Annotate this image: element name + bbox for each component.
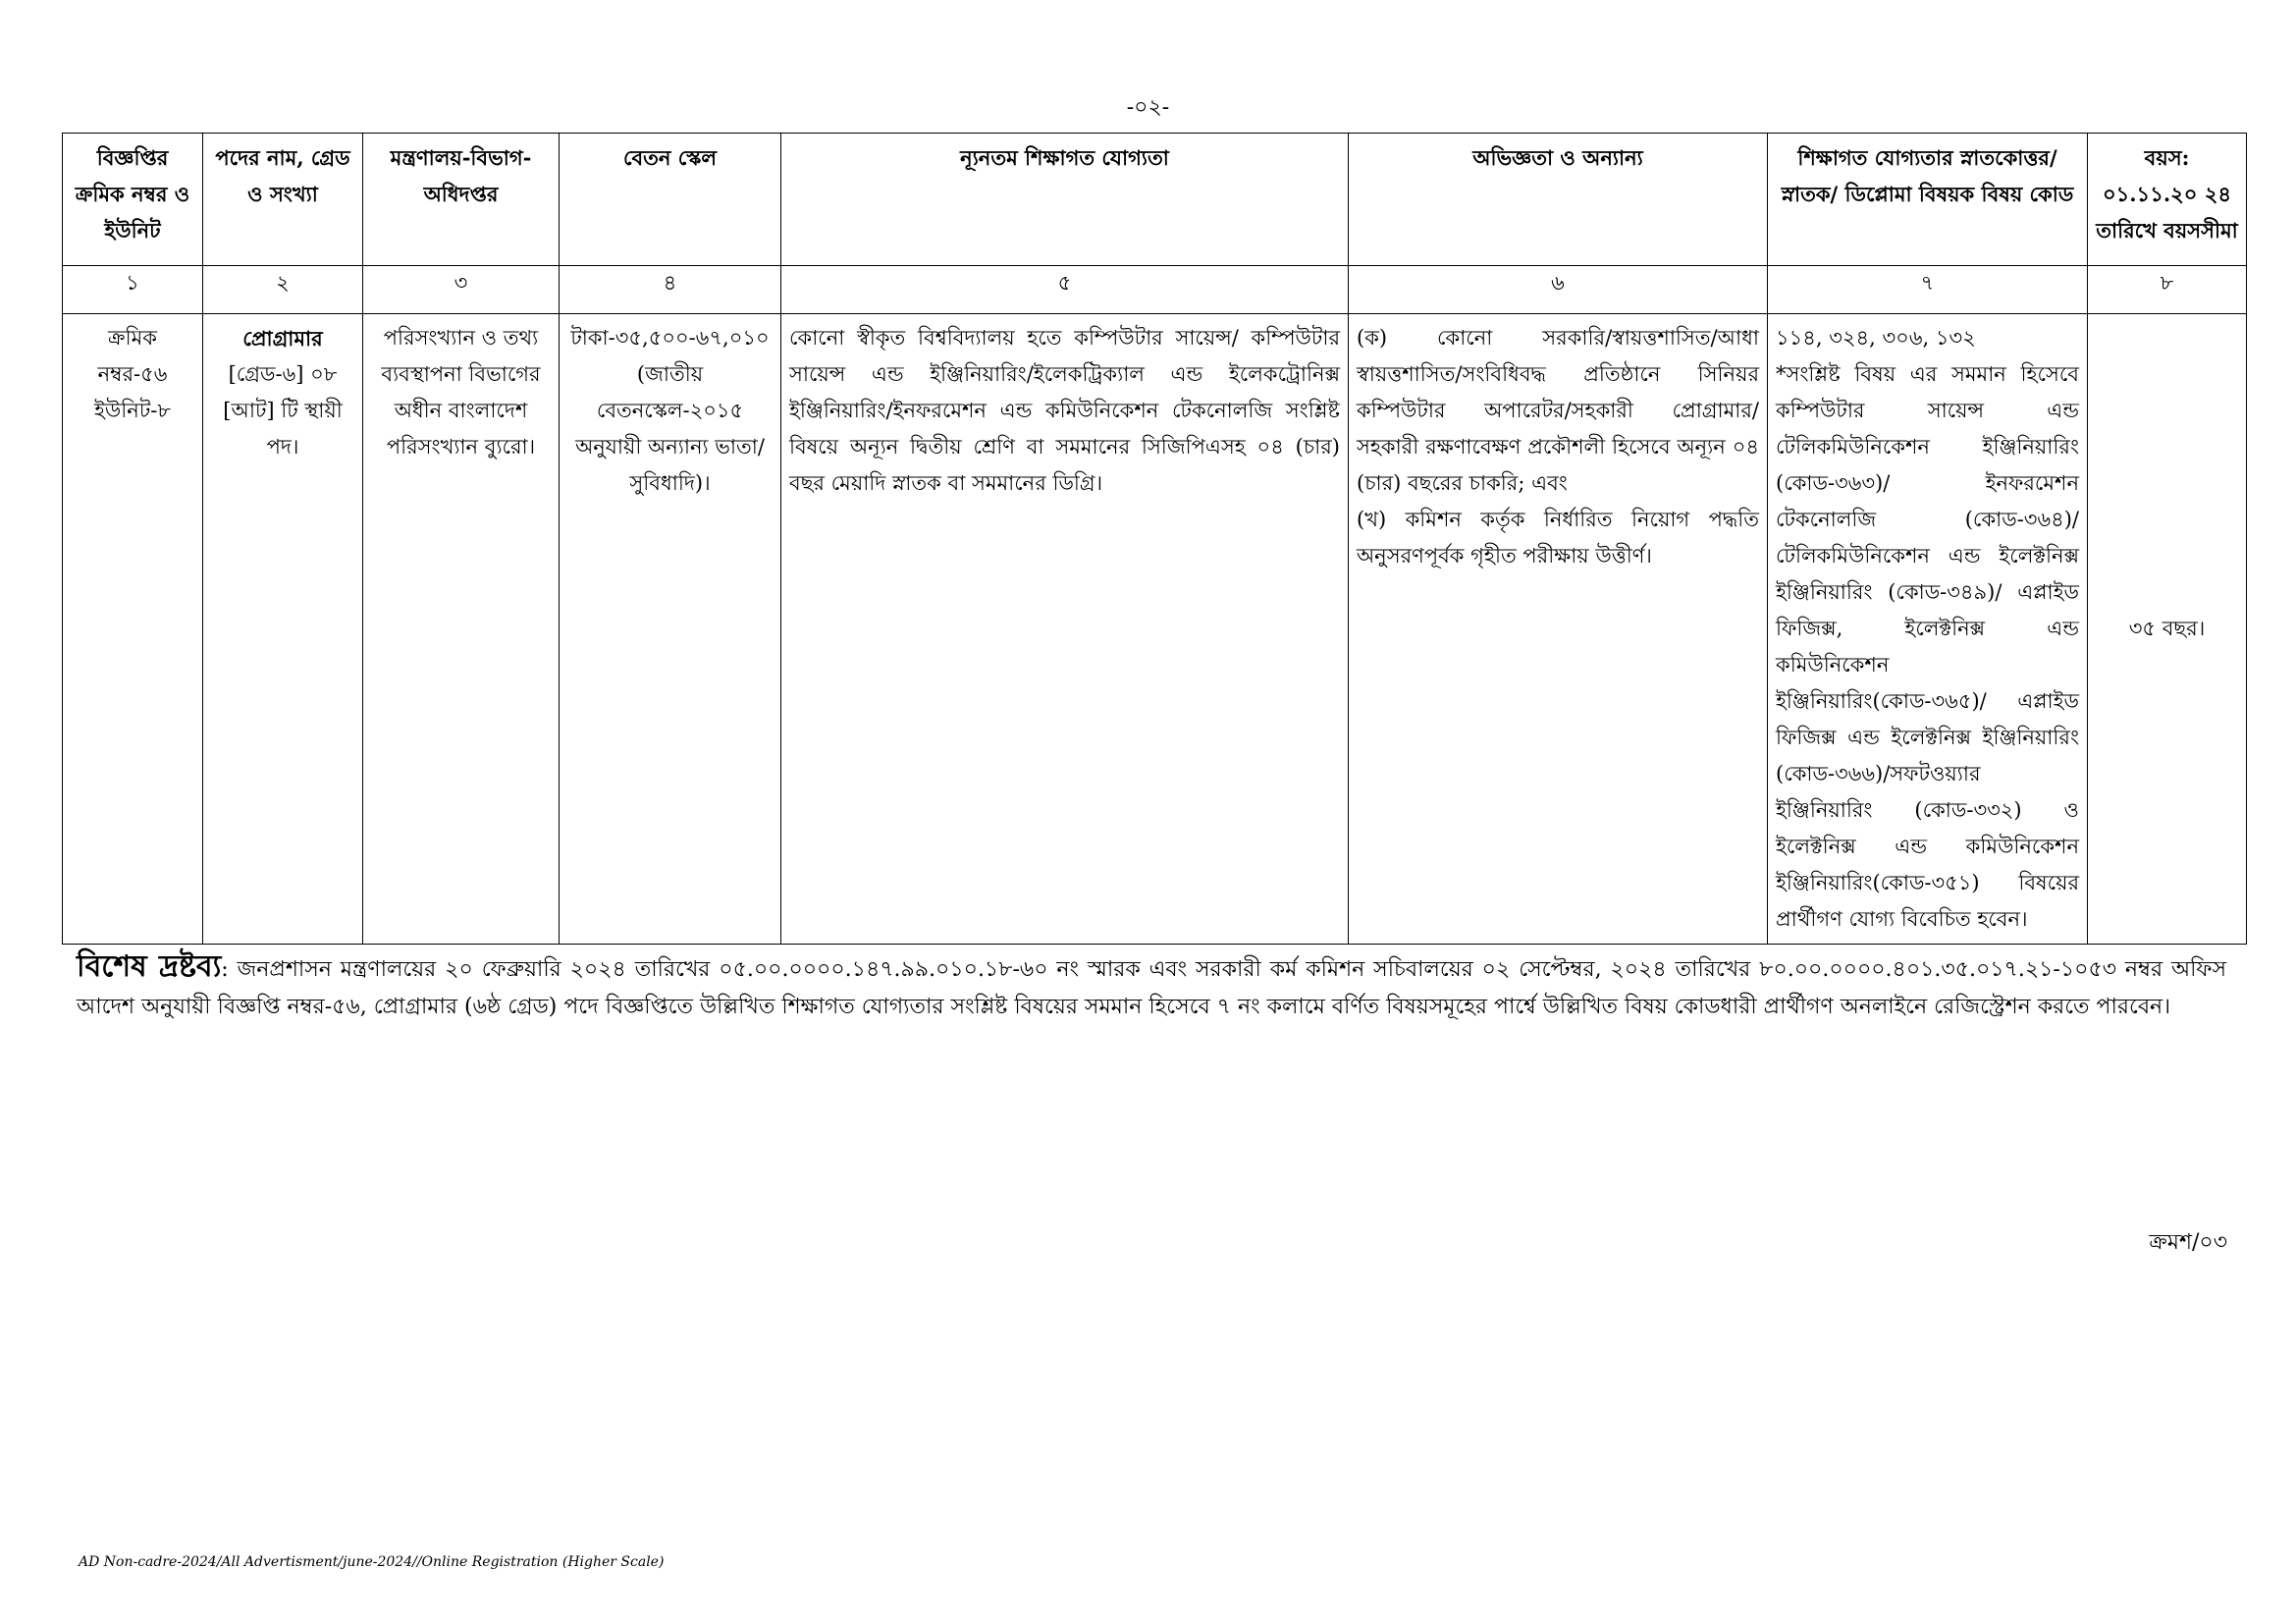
subject-code-cell: [1768, 314, 2088, 945]
header-serial: বিজ্ঞপ্তির ক্রমিক নম্বর ও ইউনিট: [63, 134, 203, 266]
post-title: প্রোগ্রামার: [242, 326, 323, 351]
subject-note: *সংশ্লিষ্ট বিষয় এর সমমান হিসেবে কম্পিউটার সায়েন্স এন্ড টেলিকমিউনিকেশন ইঞ্জিনিয়ারিং (কোড-৩৬৩)/ ইনফরমেশন টেকনোলজি (কোড-৩৬৪)/ টেলিকমিউনিকেশন এন্ড ইলেক্টনিক্স ইঞ্জিনিয়ারিং (কোড-৩৪৯)/ এপ্লাইড ফিজিক্স, ইলেক্টনিক্স এন্ড কমিউনিকেশন ইঞ্জিনিয়ারিং(কোড-৩৬৫)/ এপ্লাইড ফিজিক্স এন্ড ইলেক্টনিক্স ইঞ্জিনিয়ারিং (কোড-৩৬৬)/সফটওয়্যার ইঞ্জিনিয়ারিং (কোড-৩৩২) ও ইলেক্টনিক্স এন্ড কমিউনিকেশন ইঞ্জিনিয়ারিং(কোড-৩৫১) বিষয়ের প্রার্থীগণ যোগ্য বিবেচিত হবেন।: [1776, 362, 2079, 931]
column-number: ৬: [1349, 266, 1768, 314]
header-row: [63, 134, 2247, 266]
recruitment-table: [62, 133, 2247, 945]
post-details: [গ্রেড-৬] ০৮ [আট] টি স্থায়ী পদ।: [223, 362, 343, 459]
column-number: ২: [203, 266, 363, 314]
column-number: ৩: [363, 266, 560, 314]
age-limit-cell: ৩৫ বছর।: [2088, 314, 2247, 945]
header-subject-code: শিক্ষাগত যোগ্যতার স্নাতকোত্তর/স্নাতক/ ডিপ্লোমা বিষয়ক বিষয় কোড: [1768, 134, 2088, 266]
header-age-limit: বয়স: ০১.১১.২০ ২৪ তারিখে বয়সসীমা: [2088, 134, 2247, 266]
header-experience: অভিজ্ঞতা ও অন্যান্য: [1349, 134, 1768, 266]
table-row: [63, 314, 2247, 945]
experience-b: (খ) কমিশন কর্তৃক নির্ধারিত নিয়োগ পদ্ধতি অনুসরণপূর্বক গৃহীত পরীক্ষায় উত্তীর্ণ।: [1357, 508, 1759, 568]
special-note-label: বিশেষ দ্রষ্টব্য: [77, 949, 222, 984]
column-number: ৮: [2088, 266, 2247, 314]
subject-codes: ১১৪, ৩২৪, ৩০৬, ১৩২: [1776, 326, 1976, 350]
post-cell: [203, 314, 363, 945]
pay-scale-cell: টাকা-৩৫,৫০০-৬৭,০১০ (জাতীয় বেতনস্কেল-২০১৫ অনুযায়ী অন্যান্য ভাতা/সুবিধাদি)।: [560, 314, 781, 945]
column-number-row: [63, 266, 2247, 314]
header-ministry: মন্ত্রণালয়-বিভাগ-অধিদপ্তর: [363, 134, 560, 266]
serial-cell: ক্রমিক নম্বর-৫৬ ইউনিট-৮: [63, 314, 203, 945]
continued-marker: ক্রমশ/০৩: [2149, 1230, 2227, 1255]
experience-a: (ক) কোনো সরকারি/স্বায়ত্তশাসিত/আধা স্বায়ত্তশাসিত/সংবিধিবদ্ধ প্রতিষ্ঠানে সিনিয়র কম্পিউটার অপারেটর/সহকারী প্রোগ্রামার/ সহকারী রক্ষণাবেক্ষণ প্রকৌশলী হিসেবে অন্যূন ০৪ (চার) বছরের চাকরি; এবং: [1357, 326, 1759, 495]
header-pay-scale: বেতন স্কেল: [560, 134, 781, 266]
header-min-education: ন্যূনতম শিক্ষাগত যোগ্যতা: [781, 134, 1349, 266]
column-number: ১: [63, 266, 203, 314]
column-number: ৭: [1768, 266, 2088, 314]
footer-path: AD Non-cadre-2024/All Advertisment/june-2024//Online Registration (Higher Scale): [79, 1554, 665, 1570]
column-number: ৫: [781, 266, 1349, 314]
header-post: পদের নাম, গ্রেড ও সংখ্যা: [203, 134, 363, 266]
experience-cell: [1349, 314, 1768, 945]
ministry-cell: পরিসংখ্যান ও তথ্য ব্যবস্থাপনা বিভাগের অধীন বাংলাদেশ পরিসংখ্যান ব্যুরো।: [363, 314, 560, 945]
page-number: -০২-: [1126, 95, 1170, 120]
column-number: ৪: [560, 266, 781, 314]
special-note-text: : জনপ্রশাসন মন্ত্রণালয়ের ২০ ফেব্রুয়ারি ২০২৪ তারিখের ০৫.০০.০০০০.১৪৭.৯৯.০১০.১৮-৬০ নং স্মারক এবং সরকারী কর্ম কমিশন সচিবালয়ের ০২ সেপ্টেম্বর, ২০২৪ তারিখের ৮০.০০.০০০০.৪০১.৩৫.০১৭.২১-১০৫৩ নম্বর অফিস আদেশ অনুযায়ী বিজ্ঞপ্তি নম্বর-৫৬, প্রোগ্রামার (৬ষ্ঠ গ্রেড) পদে বিজ্ঞপ্তিতে উল্লিখিত শিক্ষাগত যোগ্যতার সংশ্লিষ্ট বিষয়ের সমমান হিসেবে ৭ নং কলামে বর্ণিত বিষয়সমূহের পার্শ্বে উল্লিখিত বিষয় কোডধারী প্রার্থীগণ অনলাইনে রেজিস্ট্রেশন করতে পারবেন।: [77, 957, 2226, 1019]
special-note: [77, 948, 2226, 1026]
min-education-cell: কোনো স্বীকৃত বিশ্ববিদ্যালয় হতে কম্পিউটার সায়েন্স/ কম্পিউটার সায়েন্স এন্ড ইঞ্জিনিয়ারিং/ইলেকট্রিক্যাল এন্ড ইলেকট্রোনিক্স ইঞ্জিনিয়ারিং/ইনফরমেশন এন্ড কমিউনিকেশন টেকনোলজি সংশ্লিষ্ট বিষয়ে অন্যূন দ্বিতীয় শ্রেণি বা সমমানের সিজিপিএসহ ০৪ (চার) বছর মেয়াদি স্নাতক বা সমমানের ডিগ্রি।: [781, 314, 1349, 945]
